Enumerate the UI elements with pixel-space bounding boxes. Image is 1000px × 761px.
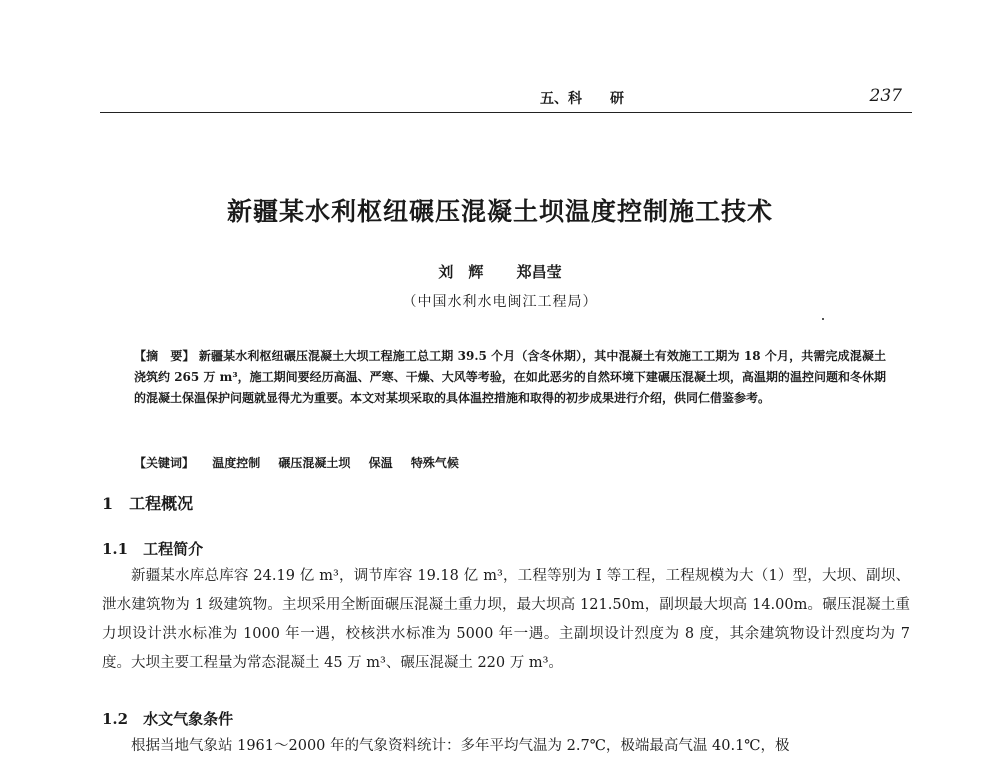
abstract [134,346,886,409]
section-heading: 1 工程概况 [102,494,194,513]
keyword: 特殊气候 [410,456,459,470]
author-name: 刘 辉 [438,263,484,281]
body-paragraph: 新疆某水库总库容 24.19 亿 m³，调节库容 19.18 亿 m³，工程等别为 Ⅰ 等工程，工程规模为大（1）型，大坝、副坝、泄水建筑物为 1 级建筑物。主坝采用全断面碾压混凝土重力坝，最大坝高 121.50m，副坝最大坝高 14.00m。碾压混凝土重力坝设计洪水标准为 1000 年一遇，校核洪水标准为 5000 年一遇。主副坝设计烈度为 8 度，其余建筑物设计烈度均为 7 度。大坝主要工程量为常态混凝土 45 万 m³、碾压混凝土 220 万 m³。 [102,568,910,671]
body-paragraph: 根据当地气象站 1961～2000 年的气象资料统计：多年平均气温为 2.7℃，极端最高气温 40.1℃，极 [131,738,790,754]
abstract-label: 【摘 要】 [134,349,195,363]
abstract-text: 新疆某水利枢纽碾压混凝土大坝工程施工总工期 39.5 个月（含冬休期），其中混凝土有效施工工期为 18 个月，共需完成混凝土浇筑约 265 万 m³，施工期间要经历高温、严寒、干燥、大风等考验，在如此恶劣的自然环境下建碾压混凝土坝，高温期的温控问题和冬休期的混凝土保温保护问题就显得尤为重要。本文对某坝采取的具体温控措施和取得的初步成果进行介绍，供同仁借鉴参考。 [134,349,886,405]
author-list [0,261,1000,282]
page-number: 237 [869,86,902,106]
keyword: 温度控制 [212,456,261,470]
running-title-right: 研 [610,91,624,107]
keyword: 碾压混凝土坝 [278,456,351,470]
subsection-heading: 1.2 水文气象条件 [102,710,234,728]
subsection-heading: 1.1 工程简介 [102,540,204,558]
scan-speck [822,318,824,320]
author-name: 郑昌莹 [516,263,562,281]
running-title-left: 五、科 [540,91,582,107]
running-title [540,88,624,108]
keyword: 保温 [368,456,393,470]
keywords-label: 【关键词】 [134,456,195,470]
paper-title: 新疆某水利枢纽碾压混凝土坝温度控制施工技术 [226,197,773,226]
keywords [134,454,886,471]
author-affiliation: （中国水利水电闽江工程局） [402,294,598,310]
running-header [100,86,912,113]
